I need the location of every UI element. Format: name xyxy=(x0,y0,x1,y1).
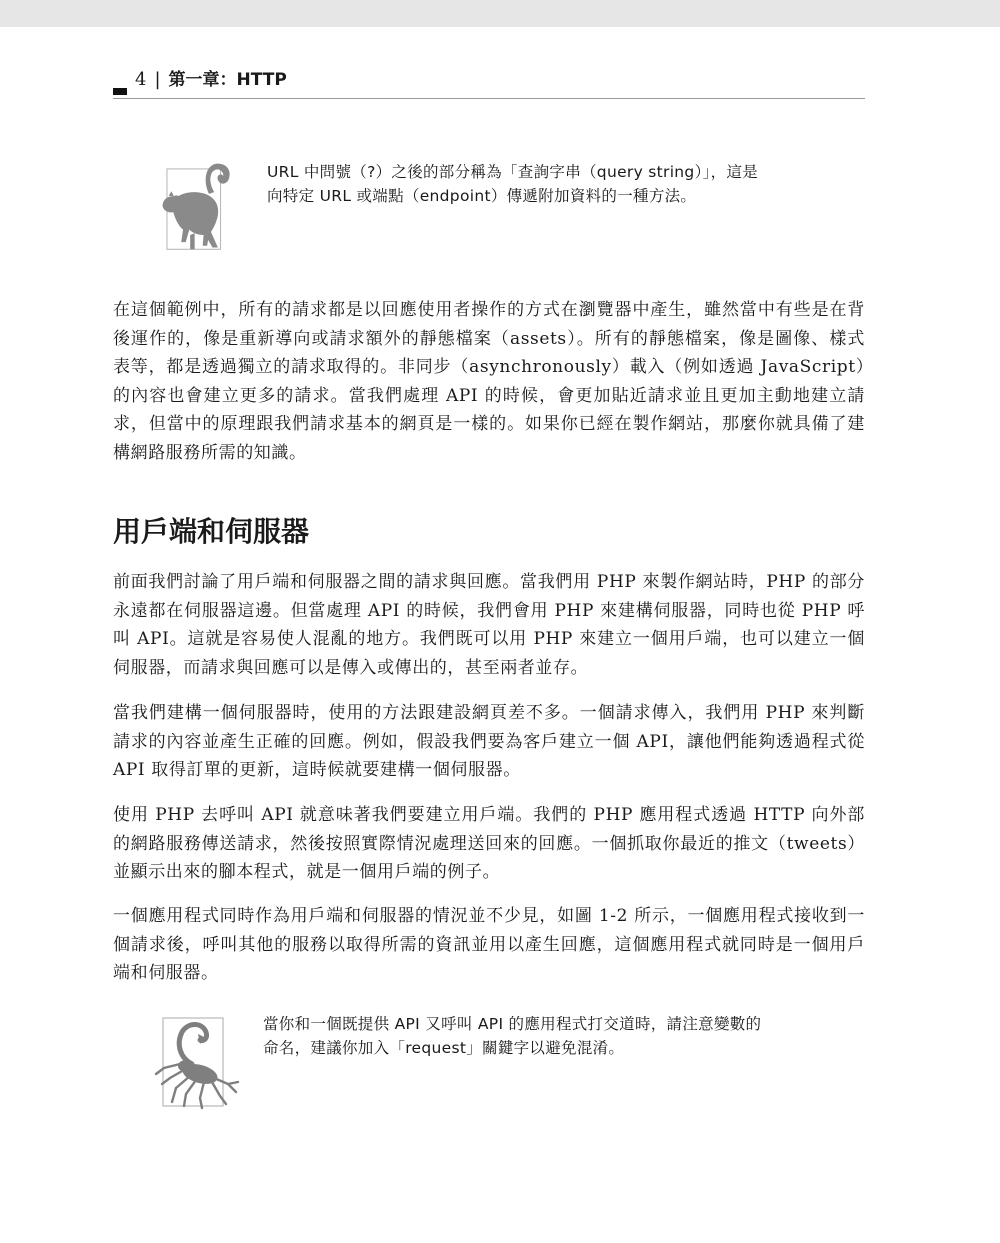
intro-paragraph: 在這個範例中，所有的請求都是以回應使用者操作的方式在瀏覽器中產生，雖然當中有些是在背後運作的，像是重新導向或請求額外的靜態檔案（assets）。所有的靜態檔案，像是圖像、樣式表等，都是透過獨立的請求取得的。非同步（asynchronously）載入（例如透過 JavaScript）的內容也會建立更多的請求。當我們處理 API 的時候，會更加貼近請求並且更加主動地建立請求，但當中的原理跟我們請求基本的網頁是一樣的。如果你已經在製作網站，那麼你就具備了建構網路服務所需的知識。 xyxy=(113,300,865,463)
body-paragraph: 一個應用程式同時作為用戶端和伺服器的情況並不少見，如圖 1-2 所示，一個應用程式接收到一個請求後，呼叫其他的服務以取得所需的資訊並用以產生回應，這個應用程式就同時是一個用戶端和伺服器。 xyxy=(113,906,865,983)
note-tip-line: 向特定 URL 或端點（endpoint）傳遞附加資料的一種方法。 xyxy=(267,187,697,205)
note-tip-line: URL 中問號（?）之後的部分稱為「查詢字串（query string）」，這是 xyxy=(267,163,759,181)
page-number: 4 xyxy=(135,69,147,90)
header-marker xyxy=(113,88,127,95)
header-text xyxy=(135,68,287,92)
note-tip xyxy=(150,160,865,272)
scorpion-icon xyxy=(150,1012,250,1112)
chapter-title: 第一章：HTTP xyxy=(168,70,287,90)
note-warning-line: 當你和一個既提供 API 又呼叫 API 的應用程式打交道時，請注意變數的 xyxy=(263,1015,762,1033)
section-heading: 用戶端和伺服器 xyxy=(113,515,310,548)
note-warning xyxy=(150,1012,865,1112)
header-separator: | xyxy=(154,69,161,90)
note-warning-line: 命名，建議你加入「request」關鍵字以避免混淆。 xyxy=(263,1039,625,1057)
lemur-icon xyxy=(150,160,250,260)
body-paragraph: 使用 PHP 去呼叫 API 就意味著我們要建立用戶端。我們的 PHP 應用程式透過 HTTP 向外部的網路服務傳送請求，然後按照實際情況處理送回來的回應。一個抓取你最近的推文（tweets）並顯示出來的腳本程式，就是一個用戶端的例子。 xyxy=(113,805,865,882)
note-warning-text xyxy=(263,1012,823,1060)
running-header xyxy=(113,66,865,99)
body-paragraph: 前面我們討論了用戶端和伺服器之間的請求與回應。當我們用 PHP 來製作網站時，PHP 的部分永遠都在伺服器這邊。但當處理 API 的時候，我們會用 PHP 來建構伺服器，同時也從 PHP 呼叫 API。這就是容易使人混亂的地方。我們既可以用 PHP 來建立一個用戶端，也可以建立一個伺服器，而請求與回應可以是傳入或傳出的，甚至兩者並存。 xyxy=(113,572,865,678)
body-paragraph: 當我們建構一個伺服器時，使用的方法跟建設網頁差不多。一個請求傳入，我們用 PHP 來判斷請求的內容並產生正確的回應。例如，假設我們要為客戶建立一個 API，讓他們能夠透過程式從 API 取得訂單的更新，這時候就要建構一個伺服器。 xyxy=(113,703,865,780)
top-band xyxy=(0,0,1000,27)
note-tip-text xyxy=(267,160,827,208)
